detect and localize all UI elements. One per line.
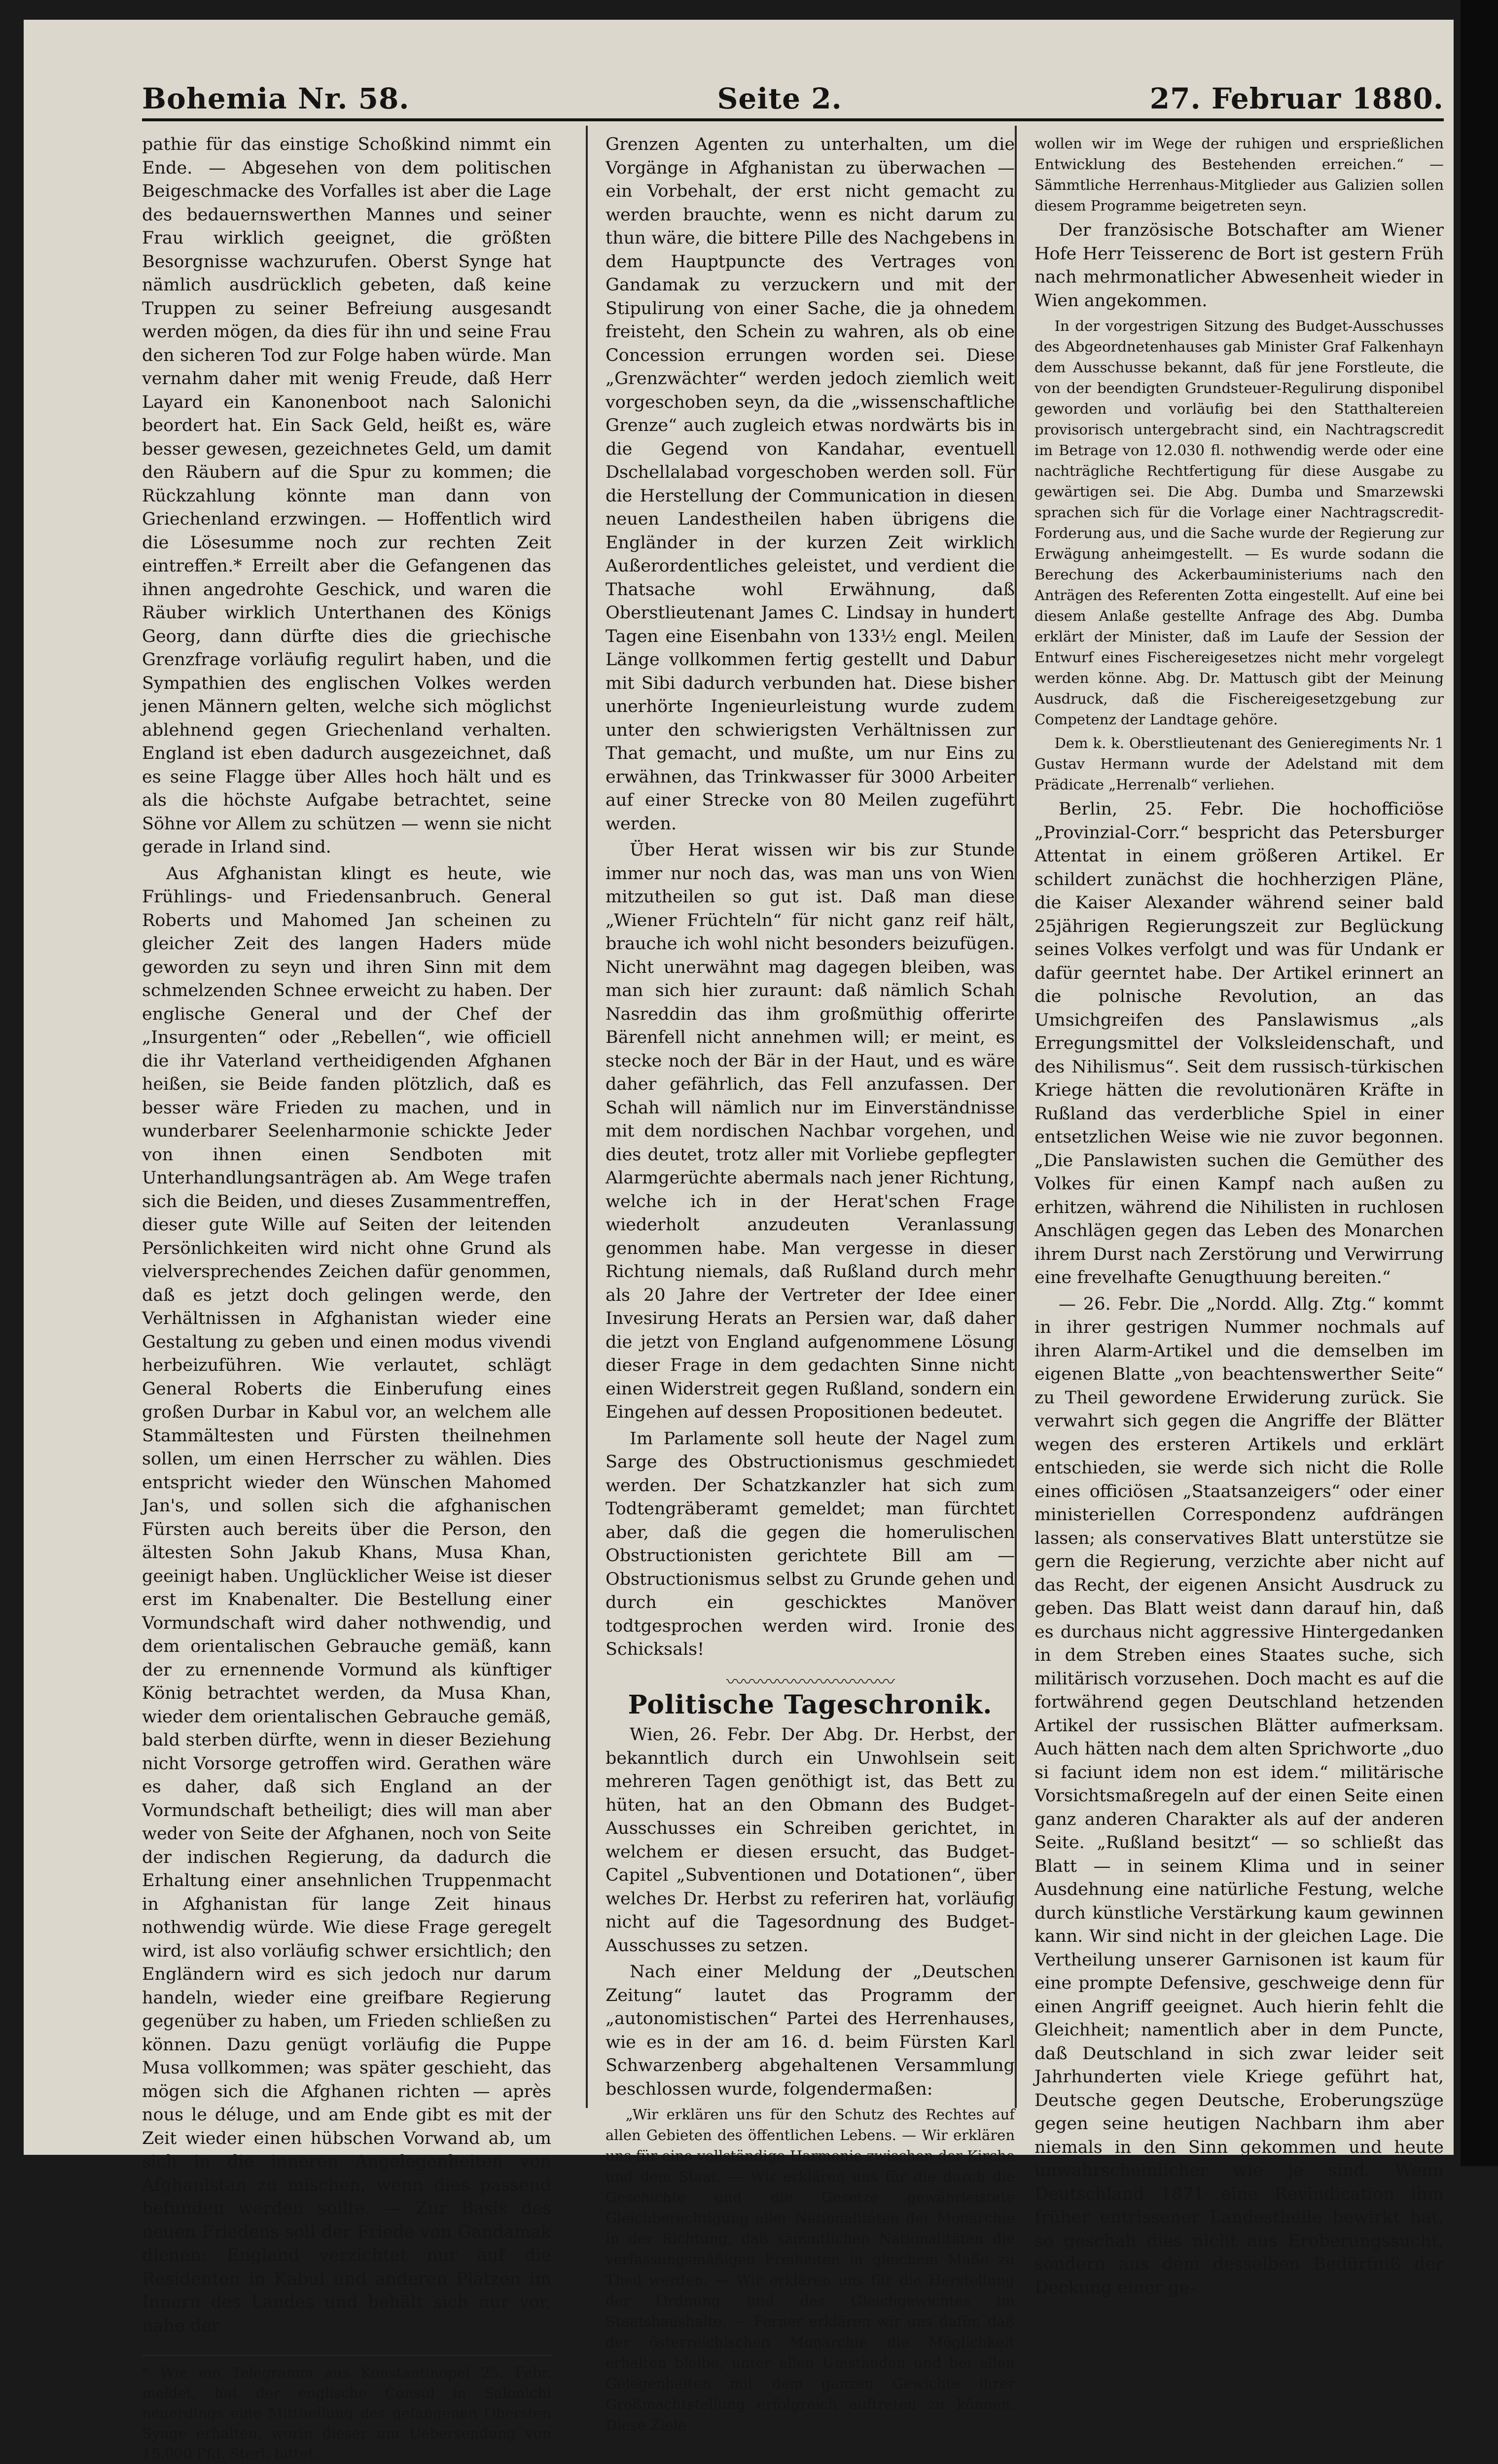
col2-paragraph-1: Grenzen Agenten zu unterhalten, um die Vorgänge in Afghanistan zu überwachen — ein Vorbehalt, der erst nicht gemacht zu werden brauchte, wenn es nicht darum zu thun wäre, die bittere Pille des Nachgebens in dem Hauptpuncte des Vertrages von Gandamak zu verzuckern und mit der Stipulirung von einer Sache, die ja ohnedem freisteht, den Schein zu wahren, als ob eine Concession errungen worden sei. Diese „Grenzwächter“ werden jedoch ziemlich weit vorgeschoben seyn, da die „wissenschaftliche Grenze“ auch zugleich etwas nordwärts bis in die Gegend von Kandahar, eventuell Dschellalabad vorgeschoben werden soll. Für die Herstellung der Communication in diesen neuen Landestheilen haben übrigens die Engländer in der kurzen Zeit wirklich Außerordentliches geleistet, und verdient die Thatsache wohl Erwähnung, daß Oberstlieutenant James C. Lindsay in hundert Tagen eine Eisenbahn von 133½ engl. Meilen Länge vollkommen fertig gestellt und Dabur mit Sibi dadurch verbunden hat. Diese bisher unerhörte Ingenieurleistung wurde zudem unter den schwierigsten Verhältnissen zur That gemacht, und mußte, um nur Eins zu erwähnen, das Trinkwasser für 3000 Arbeiter auf einer Strecke von 80 Meilen zugeführt werden. [606,135,1015,834]
column-divider-1 [586,126,588,2108]
col3-paragraph-5: Berlin, 25. Febr. Die hochofficiöse „Provinzial-Corr.“ bespricht das Petersburger Attentat in einem größeren Artikel. Er schildert zunächst die hochherzigen Pläne, die Kaiser Alexander während seiner bald 25jährigen Regierungszeit zur Beglückung seines Volkes verfolgt und was für Undank er dafür geerntet habe. Der Artikel erinnert an die polnische Revolution, an das Umsichgreifen des Panslawismus „als Erregungsmittel der Volksleidenschaft, und des Nihilismus“. Seit dem russisch-türkischen Kriege hätten die revolutionären Kräfte in Rußland das verderbliche Spiel in einer entsetzlichen Weise wie nie zuvor begonnen. „Die Panslawisten suchen die Gemüther des Volkes für einen Kampf nach außen zu erhitzen, während die Nihilisten in ruchlosen Anschlägen gegen das Leben des Monarchen ihrem Durst nach Zerstörung und Verwirrung eine frevelhafte Genugthuung bereiten.“ [1034,799,1444,1287]
col2-paragraph-2: Über Herat wissen wir bis zur Stunde immer nur noch das, was man uns von Wien mitzutheilen so gut ist. Daß man diese „Wiener Früchteln“ für nicht ganz reif hält, brauche ich wohl nicht besonders beizufügen. Nicht unerwähnt mag dagegen bleiben, was man sich hier zuraunt: daß nämlich Schah Nasreddin das ihm großmüthig offerirte Bärenfell nicht annehmen will; er meint, es stecke noch der Bär in der Haut, und es wäre daher gefährlich, das Fell anzufassen. Der Schah will nämlich nur im Einverständnisse mit dem nordischen Nachbar vorgehen, und dies deutet, trotz aller mit Vorliebe gepflegter Alarmgerüchte abermals nach jener Richtung, welche ich in der Herat'schen Frage wiederholt anzudeuten Veranlassung genommen habe. Man vergesse in dieser Richtung niemals, daß Rußland durch mehr als 20 Jahre der Vertreter der Idee einer Invesirung Herats an Persien war, daß daher die jetzt von England aufgenommene Lösung dieser Frage in dem gedachten Sinne nicht einen Widerstreit gegen Rußland, sondern ein Eingehen auf dessen Propositionen bedeutet. [606,840,1015,1422]
col3-paragraph-1: wollen wir im Wege der ruhigen und ersprießlichen Entwicklung des Bestehenden erreichen.“ — Sämmtliche Herrenhaus-Mitglieder aus Galizien sollen diesem Programme beigetreten seyn. [1034,135,1444,214]
col3-paragraph-2: Der französische Botschafter am Wiener Hofe Herr Teisserenc de Bort ist gestern Früh nach mehrmonatlicher Abwesenheit wieder in Wien angekommen. [1034,220,1444,311]
col3-paragraph-3: In der vorgestrigen Sitzung des Budget-Ausschusses des Abgeordnetenhauses gab Minister Graf Falkenhayn dem Ausschusse bekannt, daß für jene Forstleute, die von der beendigten Grundsteuer-Regulirung disponibel geworden und vorläufig bei den Statthaltereien provisorisch untergebracht sind, ein Nachtragscredit im Betrage von 12.030 fl. nothwendig werde oder eine nachträgliche Rechtfertigung für diese Ausgabe zu gewärtigen sei. Die Abg. Dumba und Smarzewski sprachen sich für die Vorlage einer Nachtragscredit-Forderung aus, und die Sache wurde der Regierung zur Erwägung anheimgestellt. — Es wurde sodann die Berechung des Ackerbauministeriums nach den Anträgen des Referenten Zotta eingestellt. Auf eine bei diesem Anlaße gestellte Anfrage des Abg. Dumba erklärt der Minister, daß im Laufe der Session der Entwurf eines Fischereigesetzes nicht mehr vorgelegt werden könne. Abg. Dr. Mattusch gibt der Meinung Ausdruck, daß die Fischereigesetzgebung zur Competenz der Landtage gehöre. [1034,318,1444,728]
col2-paragraph-4: Wien, 26. Febr. Der Abg. Dr. Herbst, der bekanntlich durch ein Unwohlsein seit mehreren Tagen genöthigt ist, das Bett zu hüten, hat an den Obmann des Budget-Ausschusses ein Schreiben gerichtet, in welchem er diesen ersucht, das Budget-Capitel „Subventionen und Dotationen“, über welches Dr. Herbst zu referiren hat, vorläufig nicht auf die Tagesordnung des Budget-Ausschusses zu setzen. [606,1725,1015,1956]
col2-program-quote: „Wir erklären uns für den Schutz des Rechtes auf allen Gebieten des öffentlichen Lebens. — Wir erklären uns für eine vollständige Harmonie zwischen der Kirche und dem Staat. — Wir erklären uns für die durch die Geschichte und die Gesetze gewährleistete Gleichberechtigung aller Nationalitäten der Monarchie in der Richtung, daß sämmtlichen Nationalitäten die verfassungsmäßigen Freiheiten in gleichem Maße zu Theil werden. — Wir erklären uns für die Herstellung der Ordnung und des Gleichgewichtes im Staatshaushalte. — Ferner erklären wir uns dafür, daß der österreichischen Monarchie die Möglichkeit erhalten bleibe, unter allen Umständen und bei allen Gelegenheiten mit dem ganzen Gewichte ihrer Großmachtstellung erfolgreich auftreten zu können. Diese Ziele [606,2106,1015,2433]
header-date: 27. Februar 1880. [1149,82,1444,115]
col1-paragraph-2: Aus Afghanistan klingt es heute, wie Frühlings- und Friedensanbruch. General Roberts und Mahomed Jan scheinen zu gleicher Zeit des langen Haders müde geworden zu seyn und ihren Sinn mit dem schmelzenden Schnee erweicht zu haben. Der englische General und der Chef der „Insurgenten“ oder „Rebellen“, wie officiell die ihr Vaterland vertheidigenden Afghanen heißen, sie Beide fanden plötzlich, daß es besser wäre Frieden zu machen, und in wunderbarer Seelenharmonie schickte Jeder von ihnen einen Sendboten mit Unterhandlungsanträgen ab. Am Wege trafen sich die Beiden, und dieses Zusammentreffen, dieser gute Wille auf Seiten der leitenden Persönlichkeiten wird nicht ohne Grund als vielversprechendes Zeichen dafür genommen, daß es jetzt doch gelingen werde, den Verhältnissen in Afghanistan wieder eine Gestaltung zu geben und einen modus vivendi herbeizuführen. Wie verlautet, schlägt General Roberts die Einberufung eines großen Durbar in Kabul vor, an welchem alle Stammältesten und Fürsten theilnehmen sollen, um einen Herrscher zu wählen. Dies entspricht wieder den Wünschen Mahomed Jan's, und sollen sich die afghanischen Fürsten auch bereits über die Person, den ältesten Sohn Jakub Khans, Musa Khan, geeinigt haben. Unglücklicher Weise ist dieser erst im Knabenalter. Die Bestellung einer Vormundschaft wird daher nothwendig, und dem orientalischen Gebrauche gemäß, kann der zu ernennende Vormund als künftiger König betrachtet werden, da Musa Khan, wieder dem orientalischen Gebrauche gemäß, bald sterben dürfte, wenn in dieser Beziehung nicht Vorsorge getroffen wird. Gerathen wäre es daher, daß sich England an der Vormundschaft betheiligt; dies will man aber weder von Seite der Afghanen, noch von Seite der indischen Regierung, da dadurch die Erhaltung einer ansehnlichen Truppenmacht in Afghanistan für lange Zeit hinaus nothwendig würde. Wie diese Frage geregelt wird, ist also vorläufig schwer ersichtlich; den Engländern wird es sich jedoch nur darum handeln, wieder eine greifbare Regierung gegenüber zu haben, um Frieden schließen zu können. Dazu genügt vorläufig die Puppe Musa vollkommen; was später geschieht, das mögen sich die Afghanen richten — après nous le déluge, und am Ende gibt es mit der Zeit wieder einen hübschen Vorwand ab, um sich in die inneren Angelegenheiten von Afghanistan zu mischen, wenn dies passend befunden werden sollte. — Zur Basis des neuen Friedens soll der Friede von Gandamak dienen; England verzichtet nur auf die Residenten in Kabul und anderen Plätzen im Innern des Landes und behält sich nur vor, nahe der [142,863,551,2336]
column-3 [1034,133,1444,2298]
scan-border [1461,0,1498,2166]
col1-footnote: * Wie ein Telegramm aus Konstantinopel 25. Febr. meldet, hat der englische Consul in Salonichi neuerdings eine Mittheilung des gefangenen Obersten Synge erhalten, worin dieser um Uebersendung von 15.000 Pfd. Sterl. bittet. [142,2355,551,2464]
col2-paragraph-3: Im Parlamente soll heute der Nagel zum Sarge des Obstructionismus geschmiedet werden. Der Schatzkanzler hat sich zum Todtengräberamt gemeldet; man fürchtet aber, daß die gegen die homerulischen Obstructionisten gerichtete Bill am — Obstructionismus selbst zu Grunde gehen und durch ein geschicktes Manöver todtgesprochen werden wird. Ironie des Schicksals! [606,1428,1015,1659]
section-title: Politische Tageschronik. [628,1689,993,1720]
header-rule [142,118,1444,121]
col3-paragraph-6: — 26. Febr. Die „Nordd. Allg. Ztg.“ kommt in ihrer gestrigen Nummer nochmals auf ihren Alarm-Artikel und die demselben im eigenen Blatte „von beachtenswerther Seite“ zu Theil gewordene Erwiderung zurück. Sie verwahrt sich gegen die Angriffe der Blätter wegen des ersteren Artikels und erklärt entschieden, sie werde sich nicht die Rolle eines officiösen „Staatsanzeigers“ oder einer ministeriellen Correspondenz aufdrängen lassen; als conservatives Blatt unterstütze sie gern die Regierung, verzichte aber nicht auf das Recht, der eigenen Ansicht Ausdruck zu geben. Das Blatt weist dann darauf hin, daß es durchaus nicht aggressive Hintergedanken in dem Streben eines Staates suche, sich militärisch vorzusehen. Doch macht es auf die fortwährend gegen Deutschland hetzenden Artikel der russischen Blätter aufmerksam. Auch hätten nach dem alten Sprichworte „duo si faciunt idem non est idem.“ militärische Vorsichtsmaßregeln auf der einen Seite einen ganz anderen Charakter als auf der anderen Seite. „Rußland besitzt“ — so schließt das Blatt — in seinem Klima und in seiner Ausdehnung eine natürliche Festung, welche durch künstliche Verstärkung kaum gewinnen kann. Wir sind nicht in der gleichen Lage. Die Vertheilung unserer Garnisonen ist kaum für eine prompte Defensive, geschweige denn für einen Angriff geeignet. Auch hierin fehlt die Gleichheit; namentlich aber in dem Puncte, daß Deutschland in sich zwar leider seit Jahrhunderten viele Kriege geführt hat, Deutsche gegen Deutsche, Eroberungszüge gegen seine heutigen Nachbarn ihm aber niemals in den Sinn gekommen und heute unwahrscheinlicher wie je sind. Wenn Deutschland 1871 eine Revindication ihm früher entrissener Landestheile bewirkt hat, so geschah dies nicht aus Eroberungssucht, sondern aus dem desselben Bedürfniß der Deckung einer ge- [1034,1294,1444,2298]
col3-paragraph-4: Dem k. k. Oberstlieutenant des Genieregiments Nr. 1 Gustav Hermann wurde der Adelstand mit dem Prädicate „Herrenalb“ verliehen. [1034,735,1444,793]
header-page-number: Seite 2. [717,82,842,115]
column-1 [142,133,551,2462]
col1-paragraph-1: pathie für das einstige Schoßkind nimmt ein Ende. — Abgesehen von dem politischen Beigeschmacke des Vorfalles ist aber die Lage des bedauernswerthen Mannes und seiner Frau wirklich geeignet, die größten Besorgnisse wachzurufen. Oberst Synge hat nämlich ausdrücklich gebeten, daß keine Truppen zu seiner Befreiung ausgesandt werden mögen, da dies für ihn und seine Frau den sicheren Tod zur Folge haben würde. Man vernahm daher mit wenig Freude, daß Herr Layard ein Kanonenboot nach Salonichi beordert hat. Ein Sack Geld, heißt es, wäre besser gewesen, gezeichnetes Geld, um damit den Räubern auf die Spur zu kommen; die Rückzahlung könnte man dann von Griechenland erzwingen. — Hoffentlich wird die Lösesumme noch zur rechten Zeit eintreffen.* Erreilt aber die Gefangenen das ihnen angedrohte Geschick, und waren die Räuber wirklich Unterthanen des Königs Georg, dann dürfte dies die griechische Grenzfrage vorläufig regulirt haben, und die Sympathien des englischen Volkes werden jenen Männern gelten, welche sich möglichst ablehnend gegen Griechenland verhalten. England ist eben dadurch ausgezeichnet, daß es seine Flagge über Alles hoch hält und es als die höchste Aufgabe betrachtet, seine Söhne vor Allem zu schützen — wenn sie nicht gerade in Irland sind. [142,135,551,857]
col2-paragraph-5: Nach einer Meldung der „Deutschen Zeitung“ lautet das Programm der „autonomistischen“ Partei des Herrenhauses, wie es in der am 16. d. beim Fürsten Karl Schwarzenberg abgehaltenen Versammlung beschlossen wurde, folgendermaßen: [606,1962,1015,2099]
column-divider-2 [1015,126,1017,2108]
newspaper-page [24,20,1454,2462]
header-masthead: Bohemia Nr. 58. [142,82,410,115]
page-header [142,79,1444,118]
column-2 [606,133,1015,2433]
section-divider-ornament: 〰〰〰〰〰〰〰〰〰〰 [726,1672,894,1692]
